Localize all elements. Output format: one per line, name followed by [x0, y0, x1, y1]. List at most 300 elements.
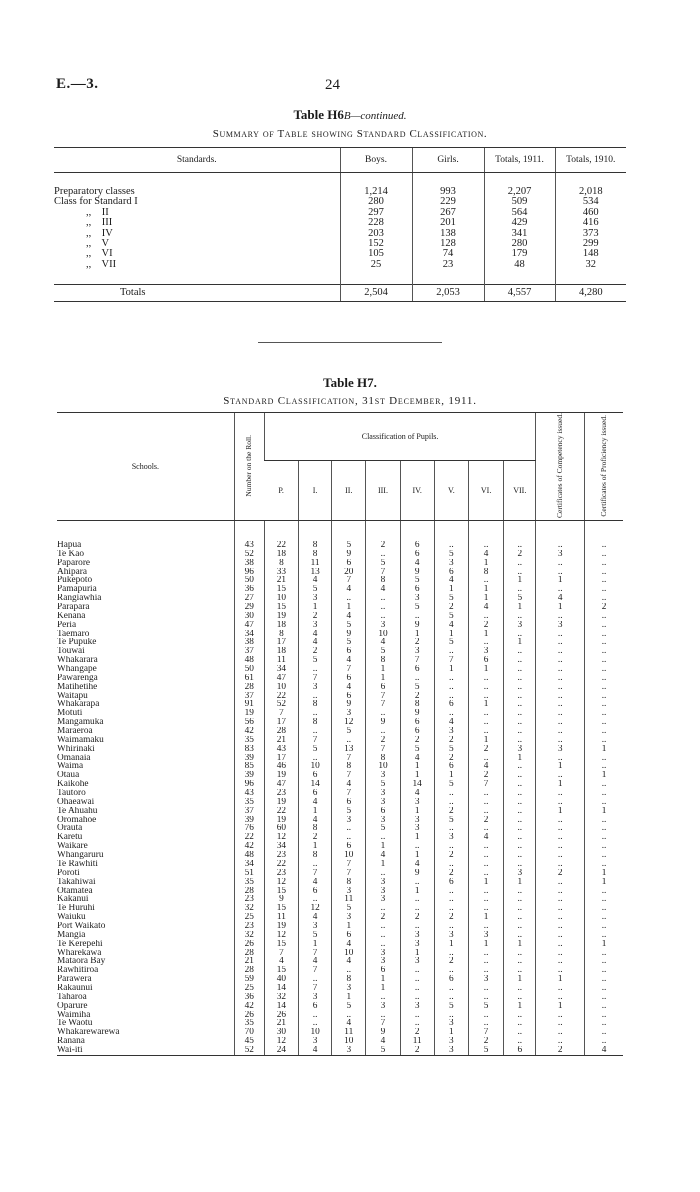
school-name: Paparore — [57, 558, 91, 568]
school-name: Te Pupuke — [57, 638, 97, 648]
cell-i: 14 — [299, 780, 332, 789]
cell-iii: 5 — [366, 824, 400, 833]
cell-ii: 3 — [332, 913, 366, 922]
cell-iv: 1 — [400, 762, 434, 771]
cell-iv: 8 — [400, 700, 434, 709]
cell-proficiency: .. — [585, 630, 623, 639]
cell-vi: .. — [468, 887, 503, 896]
cell-roll: 37 — [234, 692, 264, 701]
cell-p: 7 — [264, 949, 298, 958]
school-name: Parapara — [57, 603, 90, 612]
table-row — [54, 208, 626, 218]
cell-v: .. — [434, 949, 468, 958]
cell-proficiency: .. — [585, 576, 623, 585]
cell-p: 30 — [264, 1028, 298, 1037]
cell-roll: 48 — [234, 656, 264, 665]
cell-v: 4 — [434, 576, 468, 585]
table-row — [57, 568, 623, 577]
cell-proficiency: .. — [585, 621, 623, 630]
cell-iii: 2 — [366, 913, 400, 922]
cell-i: 7 — [299, 966, 332, 975]
cell-competency: .. — [536, 541, 585, 550]
cell-proficiency: 1 — [585, 771, 623, 780]
cell-iv: 1 — [400, 887, 434, 896]
cell-competency: .. — [536, 1037, 585, 1046]
cell-i: 1 — [299, 603, 332, 612]
standard-label — [54, 260, 340, 270]
cell-proficiency: .. — [585, 895, 623, 904]
school-name: Rakaunui — [57, 983, 93, 993]
cell-iv: 2 — [400, 1046, 434, 1055]
cell-roll: 96 — [234, 780, 264, 789]
cell-iv: 1 — [400, 851, 434, 860]
cell-iii: .. — [366, 612, 400, 621]
cell-ii: 7 — [332, 771, 366, 780]
cell-v: 2 — [434, 603, 468, 612]
cell-i: 5 — [299, 745, 332, 754]
cell-iii: 1 — [366, 674, 400, 683]
school-name: Pawarenga — [57, 673, 98, 683]
cell-vi: .. — [468, 612, 503, 621]
cell-p: 19 — [264, 612, 298, 621]
page-number: 24 — [325, 77, 340, 93]
cell-ii: 7 — [332, 869, 366, 878]
table-row — [57, 860, 623, 869]
cell-i: 4 — [299, 878, 332, 887]
cell-ii: 4 — [332, 656, 366, 665]
cell-girls: 138 — [412, 229, 484, 239]
cell-i: .. — [299, 727, 332, 736]
cell-vii: .. — [504, 692, 536, 701]
cell-vi: 1 — [468, 594, 503, 603]
cell-iv: 5 — [400, 745, 434, 754]
cell-p: 10 — [264, 594, 298, 603]
cell-v: 3 — [434, 931, 468, 940]
table-row — [57, 771, 623, 780]
cell-v: 3 — [434, 1037, 468, 1046]
col-roll — [234, 413, 264, 521]
standard-label-text: ,, III — [86, 217, 113, 229]
cell-p: 12 — [264, 931, 298, 940]
cell-competency: .. — [536, 798, 585, 807]
cell-competency: .. — [536, 568, 585, 577]
cell-competency: .. — [536, 842, 585, 851]
cell-i: 12 — [299, 904, 332, 913]
cell-iii: 9 — [366, 1028, 400, 1037]
cell-iv: 3 — [400, 931, 434, 940]
table-h6-title-main: Table H6 — [293, 107, 344, 122]
cell-iv: 4 — [400, 754, 434, 763]
cell-proficiency: .. — [585, 612, 623, 621]
cell-iii: 5 — [366, 780, 400, 789]
cell-i: 4 — [299, 957, 332, 966]
cell-ii: 6 — [332, 931, 366, 940]
cell-proficiency: .. — [585, 913, 623, 922]
cell-iv: 1 — [400, 630, 434, 639]
cell-vi: .. — [468, 824, 503, 833]
cell-p: 12 — [264, 833, 298, 842]
col-iii: III. — [366, 461, 400, 521]
cell-roll: 37 — [234, 807, 264, 816]
cell-vi: 1 — [468, 736, 503, 745]
cell-iii: .. — [366, 833, 400, 842]
cell-vi: .. — [468, 541, 503, 550]
cell-vi: 5 — [468, 1046, 503, 1055]
cell-roll: 39 — [234, 771, 264, 780]
cell-v: .. — [434, 789, 468, 798]
cell-iv: 4 — [400, 559, 434, 568]
cell-competency: .. — [536, 630, 585, 639]
cell-vii: 1 — [504, 940, 536, 949]
cell-competency: 1 — [536, 603, 585, 612]
cell-competency: .. — [536, 913, 585, 922]
cell-i: 5 — [299, 656, 332, 665]
cell-v: .. — [434, 709, 468, 718]
cell-competency: 2 — [536, 869, 585, 878]
cell-iii: 7 — [366, 700, 400, 709]
cell-p: 8 — [264, 630, 298, 639]
cell-roll: 30 — [234, 612, 264, 621]
cell-v: 1 — [434, 665, 468, 674]
cell-p: 15 — [264, 887, 298, 896]
cell-roll: 26 — [234, 940, 264, 949]
cell-competency: .. — [536, 887, 585, 896]
cell-v: 7 — [434, 656, 468, 665]
cell-iii: 4 — [366, 851, 400, 860]
cell-competency: .. — [536, 993, 585, 1002]
cell-p: 15 — [264, 603, 298, 612]
cell-i: 4 — [299, 816, 332, 825]
cell-p: 18 — [264, 550, 298, 559]
cell-p: 22 — [264, 541, 298, 550]
cell-v: 6 — [434, 975, 468, 984]
cell-competency: .. — [536, 665, 585, 674]
cell-proficiency: .. — [585, 904, 623, 913]
cell-vi: .. — [468, 842, 503, 851]
cell-competency: .. — [536, 816, 585, 825]
school-name: Te Rawhiti — [57, 859, 98, 869]
table-row — [57, 541, 623, 550]
cell-ii: 8 — [332, 975, 366, 984]
cell-proficiency: .. — [585, 709, 623, 718]
cell-proficiency: .. — [585, 984, 623, 993]
cell-i: 5 — [299, 585, 332, 594]
cell-roll: 34 — [234, 630, 264, 639]
cell-vii: 1 — [504, 754, 536, 763]
cell-iii: 1 — [366, 842, 400, 851]
cell-p: 15 — [264, 940, 298, 949]
total-girls: 2,053 — [412, 285, 484, 302]
cell-roll: 36 — [234, 993, 264, 1002]
cell-proficiency: .. — [585, 762, 623, 771]
cell-v: 2 — [434, 736, 468, 745]
cell-competency: .. — [536, 878, 585, 887]
cell-vi: 8 — [468, 568, 503, 577]
cell-roll: 28 — [234, 949, 264, 958]
cell-iv: 3 — [400, 647, 434, 656]
cell-p: 33 — [264, 568, 298, 577]
cell-iii: 3 — [366, 895, 400, 904]
cell-p: 43 — [264, 745, 298, 754]
cell-v: .. — [434, 860, 468, 869]
cell-iii: .. — [366, 1011, 400, 1020]
cell-i: 10 — [299, 762, 332, 771]
cell-p: 21 — [264, 1019, 298, 1028]
cell-p: 47 — [264, 674, 298, 683]
cell-iv: 9 — [400, 568, 434, 577]
school-name: Tautoro — [57, 789, 86, 798]
cell-iii: .. — [366, 940, 400, 949]
cell-vi: 4 — [468, 833, 503, 842]
cell-vii: 1 — [504, 603, 536, 612]
cell-ii: 6 — [332, 647, 366, 656]
school-name: Waikare — [57, 842, 88, 852]
cell-roll: 43 — [234, 541, 264, 550]
standard-label-text: ,, VII — [86, 258, 117, 270]
cell-p: 15 — [264, 585, 298, 594]
cell-p: 14 — [264, 984, 298, 993]
cell-ii: 10 — [332, 851, 366, 860]
cell-i: .. — [299, 860, 332, 869]
cell-iv: 9 — [400, 709, 434, 718]
cell-proficiency: .. — [585, 842, 623, 851]
cell-proficiency: .. — [585, 674, 623, 683]
cell-v: .. — [434, 692, 468, 701]
cell-iv: 1 — [400, 833, 434, 842]
cell-proficiency: .. — [585, 798, 623, 807]
cell-competency: 1 — [536, 975, 585, 984]
cell-competency: .. — [536, 851, 585, 860]
cell-v: 3 — [434, 1019, 468, 1028]
cell-i: 4 — [299, 1046, 332, 1055]
cell-competency: .. — [536, 656, 585, 665]
cell-vii: .. — [504, 949, 536, 958]
cell-i: .. — [299, 692, 332, 701]
cell-vi: .. — [468, 798, 503, 807]
cell-iii: 6 — [366, 807, 400, 816]
cell-proficiency: .. — [585, 559, 623, 568]
cell-boys: 1,214 — [340, 187, 412, 197]
cell-p: 26 — [264, 1011, 298, 1020]
cell-p: 18 — [264, 621, 298, 630]
cell-iii: 3 — [366, 771, 400, 780]
cell-iii: 10 — [366, 762, 400, 771]
standard-label-text: Class for Standard I — [54, 196, 138, 208]
cell-p: 22 — [264, 692, 298, 701]
col-standards: Standards. — [54, 148, 340, 173]
cell-v: 2 — [434, 807, 468, 816]
cell-vii: .. — [504, 568, 536, 577]
cell-iii: 7 — [366, 745, 400, 754]
cell-iv: 3 — [400, 957, 434, 966]
cell-iv: 6 — [400, 585, 434, 594]
cell-i: 4 — [299, 798, 332, 807]
school-name: Karetu — [57, 833, 83, 843]
cell-iv: 6 — [400, 727, 434, 736]
cell-p: 52 — [264, 700, 298, 709]
cell-vi: .. — [468, 860, 503, 869]
cell-iii: 3 — [366, 949, 400, 958]
school-name: Rangiawhia — [57, 594, 102, 603]
cell-vi: .. — [468, 638, 503, 647]
cell-vii: .. — [504, 630, 536, 639]
cell-v: 4 — [434, 621, 468, 630]
cell-proficiency: 1 — [585, 869, 623, 878]
cell-vi: .. — [468, 789, 503, 798]
school-name: Wai-iti — [57, 1046, 234, 1055]
cell-ii: 7 — [332, 789, 366, 798]
cell-roll: 28 — [234, 966, 264, 975]
cell-vi: 2 — [468, 771, 503, 780]
school-name: Oromahoe — [57, 815, 97, 825]
table-row — [57, 762, 623, 771]
cell-ii: 9 — [332, 630, 366, 639]
col-totals-1910: Totals, 1910. — [555, 148, 626, 173]
cell-vi: .. — [468, 957, 503, 966]
cell-v: 5 — [434, 1002, 468, 1011]
table-row — [57, 780, 623, 789]
school-name: Otaua — [57, 771, 80, 781]
cell-competency: .. — [536, 709, 585, 718]
cell-i: 8 — [299, 550, 332, 559]
cell-competency: .. — [536, 833, 585, 842]
cell-iv: .. — [400, 966, 434, 975]
cell-roll: 50 — [234, 576, 264, 585]
cell-roll: 32 — [234, 931, 264, 940]
cell-proficiency: .. — [585, 1028, 623, 1037]
school-name: Whakarara — [57, 656, 98, 666]
table-row — [57, 1011, 623, 1020]
cell-ii: 4 — [332, 1019, 366, 1028]
cell-iv: 14 — [400, 780, 434, 789]
cell-roll: 59 — [234, 975, 264, 984]
cell-ii: 5 — [332, 621, 366, 630]
cell-proficiency: .. — [585, 550, 623, 559]
cell-roll: 42 — [234, 842, 264, 851]
cell-iv: 3 — [400, 594, 434, 603]
cell-proficiency: .. — [585, 594, 623, 603]
table-row — [57, 798, 623, 807]
cell-ii: .. — [332, 594, 366, 603]
cell-proficiency: .. — [585, 833, 623, 842]
cell-ii: 7 — [332, 576, 366, 585]
cell-ii: 12 — [332, 718, 366, 727]
cell-vi: 2 — [468, 1037, 503, 1046]
cell-i: 5 — [299, 931, 332, 940]
cell-t1911: 429 — [484, 218, 555, 228]
cell-vi: .. — [468, 895, 503, 904]
table-row — [57, 887, 623, 896]
school-name: Te Ahuahu — [57, 806, 98, 816]
cell-vii: 1 — [504, 638, 536, 647]
cell-vi: .. — [468, 683, 503, 692]
table-row — [57, 736, 623, 745]
school-name: Waitapu — [57, 691, 88, 701]
cell-vii: .. — [504, 895, 536, 904]
cell-iv: 2 — [400, 692, 434, 701]
table-row — [57, 913, 623, 922]
cell-p: 19 — [264, 922, 298, 931]
cell-proficiency: .. — [585, 647, 623, 656]
cell-p: 23 — [264, 869, 298, 878]
cell-roll: 37 — [234, 647, 264, 656]
cell-i: 10 — [299, 1028, 332, 1037]
cell-vii: 3 — [504, 621, 536, 630]
cell-competency: .. — [536, 585, 585, 594]
school-name: Kaikohe — [57, 780, 89, 790]
cell-i: 6 — [299, 771, 332, 780]
cell-proficiency: .. — [585, 887, 623, 896]
cell-iii: 3 — [366, 621, 400, 630]
table-row — [57, 638, 623, 647]
cell-competency: .. — [536, 824, 585, 833]
cell-roll: 45 — [234, 1037, 264, 1046]
table-h7-body — [57, 520, 623, 1055]
cell-ii: 11 — [332, 895, 366, 904]
cell-v: .. — [434, 895, 468, 904]
cell-proficiency: .. — [585, 1019, 623, 1028]
cell-p: 4 — [264, 957, 298, 966]
cell-ii: 20 — [332, 568, 366, 577]
cell-competency: .. — [536, 736, 585, 745]
cell-vii: .. — [504, 683, 536, 692]
cell-competency: .. — [536, 559, 585, 568]
cell-p: 22 — [264, 860, 298, 869]
cell-roll: 36 — [234, 585, 264, 594]
cell-t1910: 416 — [555, 218, 626, 228]
cell-iii: .. — [366, 931, 400, 940]
cell-vi: .. — [468, 709, 503, 718]
cell-iii: 6 — [366, 966, 400, 975]
cell-p: 10 — [264, 683, 298, 692]
cell-i: 3 — [299, 683, 332, 692]
cell-p: 21 — [264, 576, 298, 585]
cell-p: 15 — [264, 966, 298, 975]
cell-v: .. — [434, 647, 468, 656]
cell-v: .. — [434, 904, 468, 913]
school-name: Kenana — [57, 611, 86, 621]
cell-roll: 38 — [234, 638, 264, 647]
cell-v: 6 — [434, 700, 468, 709]
cell-i: 3 — [299, 993, 332, 1002]
cell-t1910: 460 — [555, 208, 626, 218]
cell-ii: 5 — [332, 807, 366, 816]
cell-p: 7 — [264, 709, 298, 718]
cell-ii: 4 — [332, 683, 366, 692]
cell-iii: 3 — [366, 789, 400, 798]
table-row — [57, 869, 623, 878]
cell-i: 3 — [299, 621, 332, 630]
cell-competency: .. — [536, 940, 585, 949]
cell-roll: 48 — [234, 851, 264, 860]
cell-v: 5 — [434, 594, 468, 603]
cell-v: 1 — [434, 771, 468, 780]
cell-p: 32 — [264, 993, 298, 1002]
table-row — [57, 1037, 623, 1046]
cell-v: 6 — [434, 568, 468, 577]
school-name: Whakarapa — [57, 700, 100, 710]
school-name: Whangaruru — [57, 851, 104, 860]
cell-girls: 229 — [412, 197, 484, 207]
cell-p: 17 — [264, 638, 298, 647]
cell-vi: 4 — [468, 762, 503, 771]
cell-ii: 7 — [332, 754, 366, 763]
cell-v: 2 — [434, 957, 468, 966]
table-row — [57, 700, 623, 709]
school-name: Waima — [57, 762, 84, 772]
cell-vi: 2 — [468, 816, 503, 825]
cell-girls: 128 — [412, 239, 484, 249]
